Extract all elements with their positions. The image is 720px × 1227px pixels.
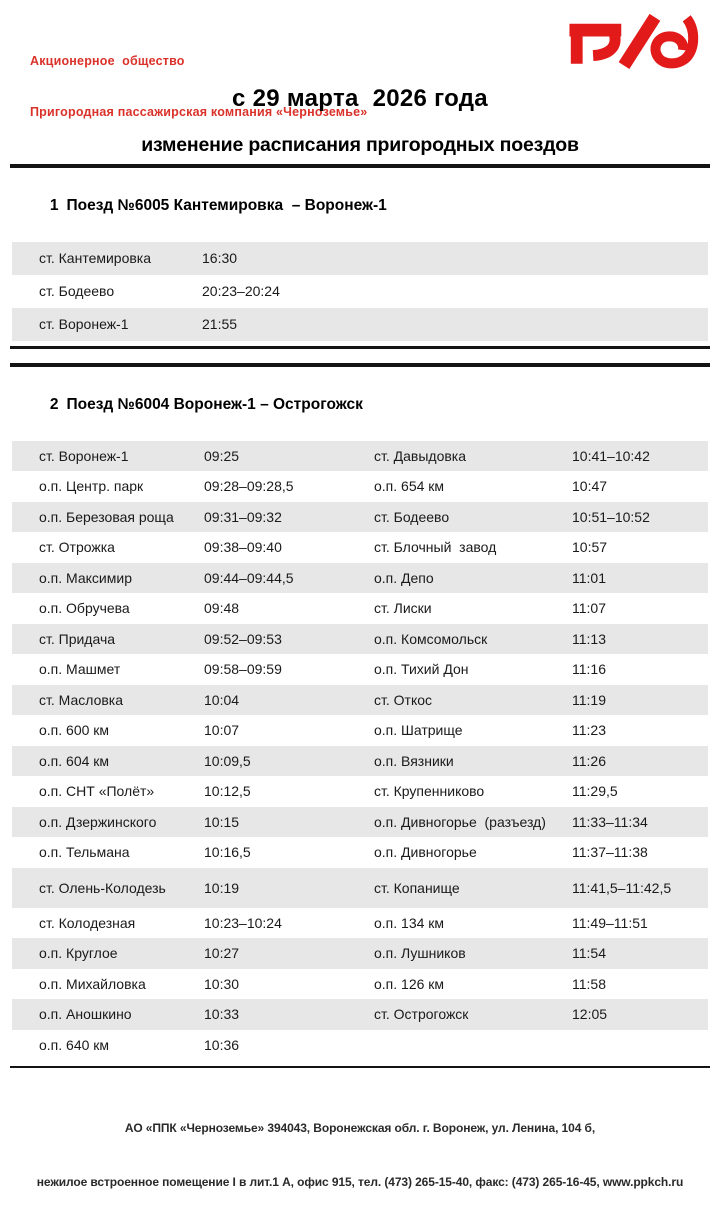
company-name-line2: Пригородная пассажирская компания «Черноземье» [30,105,368,119]
station-name: о.п. Шатрище [374,722,463,739]
stop-time: 11:16 [572,661,606,678]
station-name: о.п. Тихий Дон [374,661,469,678]
stop-time: 10:15 [204,813,240,830]
stop-time: 20:23–20:24 [202,283,280,299]
timetable-row [12,999,708,1030]
stop-time: 09:58–09:59 [204,661,282,678]
train-2-timetable [12,441,708,1061]
stop-time: 11:58 [572,975,606,992]
stop-time: 11:19 [572,691,606,708]
station-name: о.п. СНТ «Полёт» [39,783,155,800]
stop-time: 10:36 [204,1036,240,1053]
stop-time: 11:54 [572,945,606,962]
station-name: ст. Лиски [374,600,432,617]
station-name: о.п. Комсомольск [374,630,488,647]
timetable-row [12,563,708,594]
stop-time: 09:44–09:44,5 [204,569,294,586]
train-2-title [0,367,720,441]
train-1-number: 1 [49,196,59,214]
station-name: ст. Воронеж-1 [39,447,129,464]
effective-date-title: с 29 марта 2026 года [232,85,488,112]
stop-time: 10:16,5 [204,844,251,861]
station-name: ст. Острогожск [374,1006,469,1023]
station-name: о.п. 604 км [39,752,110,769]
stop-time: 09:38–09:40 [204,539,282,556]
stop-time: 11:26 [572,752,606,769]
station-name: о.п. Круглое [39,945,118,962]
stop-time: 11:37–11:38 [572,844,648,861]
station-name: о.п. 640 км [39,1036,110,1053]
stop-time: 10:09,5 [204,752,251,769]
station-name: ст. Откос [374,691,433,708]
station-name: ст. Масловка [39,691,124,708]
timetable-row [12,938,708,969]
timetable-row [12,624,708,655]
station-name: о.п. Михайловка [39,975,146,992]
station-name: о.п. Вязники [374,752,454,769]
station-name: о.п. Березовая роща [39,508,174,525]
stop-time: 11:23 [572,722,606,739]
timetable-row [12,593,708,624]
stop-time: 09:48 [204,600,240,617]
stop-time: 09:28–09:28,5 [204,478,294,495]
timetable-row [12,471,708,502]
station-name: о.п. Машмет [39,661,121,678]
timetable-row [12,242,708,275]
station-name: о.п. Аношкино [39,1006,132,1023]
stop-time: 10:23–10:24 [204,914,282,931]
train-section-1 [0,168,720,341]
timetable-row [12,908,708,939]
timetable-row [12,746,708,777]
stop-time: 10:51–10:52 [572,508,650,525]
divider [10,1066,710,1068]
stop-time: 10:27 [204,945,240,962]
station-name: о.п. Лушников [374,945,466,962]
stop-time: 11:13 [572,630,606,647]
station-name: о.п. 126 км [374,975,445,992]
station-name: о.п. 654 км [374,478,445,495]
company-name-line1: Акционерное общество [30,54,185,68]
stop-time: 11:49–11:51 [572,914,648,931]
stop-time: 10:07 [204,722,240,739]
timetable-row [12,502,708,533]
station-name: о.п. Дзержинского [39,813,157,830]
train-2-number: 2 [49,395,59,413]
station-name: о.п. 134 км [374,914,445,931]
timetable-row [12,715,708,746]
station-name: ст. Блочный завод [374,539,497,556]
stop-time: 10:30 [204,975,240,992]
stop-time: 11:01 [572,569,606,586]
station-name: ст. Олень-Колодезь [39,879,166,896]
timetable-row [12,807,708,838]
station-name: о.п. Максимир [39,569,132,586]
stop-time: 10:47 [572,478,608,495]
stop-time: 12:05 [572,1006,608,1023]
timetable-row [12,275,708,308]
stop-time: 11:41,5–11:42,5 [572,879,672,896]
timetable-row [12,308,708,341]
station-name: ст. Кантемировка [39,250,152,266]
stop-time: 09:52–09:53 [204,630,282,647]
stop-time: 10:41–10:42 [572,447,650,464]
stop-time: 11:07 [572,600,606,617]
footer-address-line2: нежилое встроенное помещение I в лит.1 А, офис 915, тел. (473) 265-15-40, факс: (473) 265-16-45, www.ppkch.ru [36,1174,684,1189]
station-name: о.п. Центр. парк [39,478,144,495]
train-1-name: Поезд №6005 Кантемировка – Воронеж-1 [66,196,387,214]
footer-address [0,1083,720,1227]
timetable-row [12,532,708,563]
stop-time: 10:12,5 [204,783,251,800]
rzd-logo [564,11,704,71]
footer-address-line1: АО «ППК «Черноземье» 394043, Воронежская обл. г. Воронеж, ул. Ленина, 104 б, [124,1120,596,1135]
timetable-row [12,868,708,908]
stop-time: 09:31–09:32 [204,508,282,525]
station-name: ст. Колодезная [39,914,136,931]
station-name: о.п. Дивногорье (разъезд) [374,813,546,830]
stop-time: 10:04 [204,691,240,708]
timetable-row [12,654,708,685]
station-name: ст. Отрожка [39,539,115,556]
station-name: ст. Придача [39,630,116,647]
station-name: ст. Бодеево [374,508,450,525]
timetable-row [12,969,708,1000]
station-name: ст. Бодеево [39,283,115,299]
stop-time: 16:30 [202,250,238,266]
timetable-row [12,1030,708,1061]
station-name: о.п. Дивногорье [374,844,477,861]
timetable-row [12,685,708,716]
train-2-name: Поезд №6004 Воронеж-1 – Острогожск [66,395,363,413]
station-name: ст. Воронеж-1 [39,316,129,332]
station-name: о.п. Тельмана [39,844,130,861]
stop-time: 10:33 [204,1006,240,1023]
timetable-row [12,837,708,868]
stop-time: 11:33–11:34 [572,813,648,830]
station-name: ст. Копанище [374,879,460,896]
station-name: ст. Давыдовка [374,447,467,464]
stop-time: 09:25 [204,447,240,464]
station-name: о.п. 600 км [39,722,110,739]
station-name: ст. Крупенниково [374,783,485,800]
stop-time: 10:57 [572,539,608,556]
station-name: о.п. Обручева [39,600,130,617]
train-1-timetable [12,242,708,341]
stop-time: 21:55 [202,316,238,332]
timetable-row [12,776,708,807]
station-name: о.п. Депо [374,569,434,586]
train-1-title [0,168,720,242]
stop-time: 10:19 [204,879,240,896]
schedule-subtitle: изменение расписания пригородных поездов [141,134,579,156]
timetable-row [12,441,708,472]
stop-time: 11:29,5 [572,783,618,800]
train-section-2 [0,367,720,1061]
